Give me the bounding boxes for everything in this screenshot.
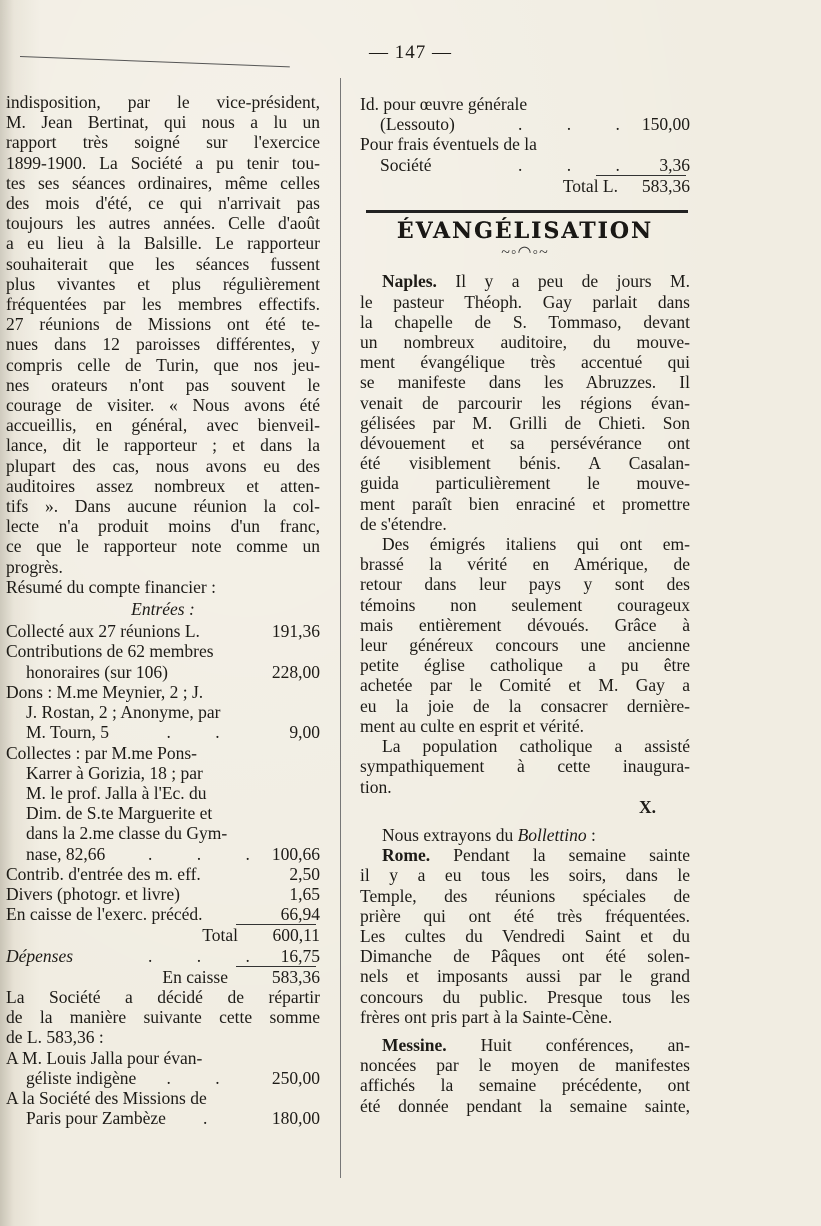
text-line: gélisées par M. Grilli de Chieti. Son: [360, 412, 690, 433]
text-line: tifs ». Dans aucune réunion la col-: [6, 496, 320, 517]
entry-value: 9,00: [289, 722, 320, 743]
entries-list: [6, 621, 320, 924]
rome-paragraph: [360, 845, 690, 1027]
text-line: rapport très soigné sur l'exercice: [6, 132, 320, 153]
text-line: Temple, des réunions spéciales de: [360, 885, 690, 906]
text-line: tion.: [360, 776, 392, 797]
place-lead: Messine.: [382, 1034, 447, 1055]
text-line: sympathiquement à cette inaugura-: [360, 756, 690, 777]
entry-text: Dim. de S.te Marguerite et: [26, 803, 213, 824]
text-line: se manifeste dans les Abruzzes. Il: [360, 372, 690, 393]
text-line: fréquentées par les membres effectifs.: [6, 294, 320, 315]
allocation-text: Pour frais éventuels de la: [360, 134, 537, 155]
text-line: été donnée pendant la semaine sainte,: [360, 1095, 690, 1116]
right-column: [360, 94, 690, 1116]
text-line: noncées par le moyen de manifestes: [360, 1055, 690, 1076]
entry-value: 228,00: [271, 661, 320, 682]
text-line: petite église catholique a pu être: [360, 655, 690, 676]
text-line: La population catholique a assisté: [382, 736, 690, 757]
text-line: courage de visiter. « Nous avons été: [6, 395, 320, 416]
entry-row: [6, 641, 320, 681]
allocation-text: A la Société des Missions de: [6, 1087, 207, 1108]
text-line: [360, 271, 690, 291]
text-line: le pasteur Théoph. Gay parlait dans: [360, 291, 690, 312]
leader-dots: . .: [166, 722, 240, 743]
text-line: affichés la semaine précédente, ont: [360, 1075, 690, 1096]
text-line: leur généreux concours une ancienne: [360, 635, 690, 656]
text-line: nues dans 12 paroisses différentes, y: [6, 334, 320, 355]
text-span: Nous extrayons du: [382, 824, 518, 845]
header-rule: [20, 56, 290, 67]
text-line: dévouement et sa persévérance ont: [360, 433, 690, 454]
leader-dots: .: [203, 1108, 228, 1129]
text-line: frères ont pris part à la Sainte-Cène.: [360, 1006, 613, 1027]
depenses-row: [6, 946, 320, 966]
en-caisse-row: [6, 967, 320, 987]
total-value: 583,36: [641, 175, 690, 196]
entry-text: En caisse de l'exerc. précéd.: [6, 904, 203, 925]
leader-dots: . . .: [148, 843, 270, 864]
left-column: [6, 92, 320, 1128]
leader-dots: . . .: [518, 114, 640, 135]
text-line: plupart des cas, nous avons eu des: [6, 455, 320, 476]
text-line: de s'étendre.: [360, 513, 447, 534]
text-line: 27 réunions de Missions ont été te-: [6, 314, 320, 335]
left-paragraph: [6, 92, 320, 577]
text-line: Des émigrés italiens qui ont em-: [382, 534, 690, 555]
en-caisse-value: 583,36: [271, 966, 320, 987]
allocation-row: [360, 134, 690, 174]
text-span: Huit conférences, an-: [480, 1034, 690, 1055]
allocation-text: (Lessouto): [380, 114, 455, 135]
ornament-icon: ~◦◠◦~: [501, 244, 549, 262]
allocation-text: géliste indigène: [26, 1067, 137, 1088]
entry-text: M. Tourn, 5: [26, 722, 110, 743]
emigres-paragraph: [360, 534, 690, 736]
text-line: venait de parcourir les régions évan-: [360, 392, 690, 413]
depenses-value: 16,75: [280, 945, 320, 966]
text-line: progrès.: [6, 556, 63, 577]
entry-text: Karrer à Gorizia, 18 ; par: [26, 762, 203, 783]
depenses-label: Dépenses: [6, 945, 74, 966]
allocation-value: 180,00: [271, 1108, 320, 1129]
entry-value: 191,36: [271, 621, 320, 642]
text-line: [360, 845, 690, 865]
text-line: brassé la vérité en Amérique, de: [360, 554, 690, 575]
allocation-value: 150,00: [641, 114, 690, 135]
allocation-text: Paris pour Zambèze: [26, 1108, 166, 1129]
source-name: Bollettino: [517, 824, 587, 845]
entry-text: nase, 82,66: [26, 843, 106, 864]
allocation-text: Société: [380, 154, 432, 175]
leader-dots: . . .: [148, 945, 270, 966]
text-line: Les cultes du Vendredi Saint et du: [360, 925, 690, 946]
text-line: ce que le rapporteur note comme un: [6, 536, 320, 557]
entry-text: Contributions de 62 membres: [6, 641, 214, 662]
text-line: toujours les autres années. Celle d'août: [6, 213, 320, 234]
text-line: tes ses séances ordinaires, même celles: [6, 172, 320, 193]
text-line: eu la joie de la consacrer dernière-: [360, 695, 690, 716]
place-lead: Naples.: [382, 271, 437, 292]
section-title: ÉVANGÉLISATION: [396, 218, 654, 245]
text-line: il y a eu tous les soirs, dans le: [360, 865, 690, 886]
allocation-row: [360, 94, 690, 134]
text-line: accueillis, en général, avec bienveil-: [6, 415, 320, 436]
text-line: lance, dit le rapporteur ; et dans la: [6, 435, 320, 456]
text-line: été visiblement bénis. A Casalan-: [360, 453, 690, 474]
text-line: a eu lieu à la Balsille. Le rapporteur: [6, 233, 320, 254]
text-line: Dimanche de Pâques ont été solen-: [360, 946, 690, 967]
text-line: souhaiterait que les séances fussent: [6, 253, 320, 274]
entry-row: [6, 682, 320, 743]
place-lead: Rome.: [382, 845, 431, 866]
text-line: des mois d'été, ce qui n'arrivait pas: [6, 193, 320, 214]
text-line: de L. 583,36 :: [6, 1027, 104, 1048]
entry-text: J. Rostan, 2 ; Anonyme, par: [26, 702, 221, 723]
text-line: achetée par le Comité et M. Gay a: [360, 675, 690, 696]
total-label: Total: [202, 925, 238, 946]
total-value: 600,11: [272, 925, 320, 946]
text-line: ment au culte en esprit et vérité.: [360, 715, 585, 736]
total-label: Total L.: [562, 175, 618, 196]
text-line: M. Jean Bertinat, qui nous a lu un: [6, 112, 320, 133]
text-span: Pendant la semaine sainte: [453, 845, 691, 866]
allocation-text: A M. Louis Jalla pour évan-: [6, 1047, 203, 1068]
text-line: nes orateurs n'ont pas souvent le: [6, 374, 320, 395]
text-line: La Société a décidé de répartir: [6, 986, 320, 1007]
column-divider: [340, 78, 341, 1178]
text-line: de la manière suivante cette somme: [6, 1007, 320, 1028]
allocation-text: Id. pour œuvre générale: [360, 94, 528, 114]
text-line: mais entièrement dévoués. Grâce à: [360, 614, 690, 635]
text-line: concours du public. Presque tous les: [360, 986, 690, 1007]
entry-value: 2,50: [289, 863, 320, 884]
messine-paragraph: [360, 1035, 690, 1116]
total-row: [6, 925, 320, 945]
allocation-value: 250,00: [271, 1067, 320, 1088]
text-line: compris celle de Turin, que nos jeu-: [6, 354, 320, 375]
entry-text: Contrib. d'entrée des m. eff.: [6, 863, 201, 884]
text-line: lecte n'a produit moins d'un franc,: [6, 516, 320, 537]
entry-text: honoraires (sur 106): [26, 661, 168, 682]
text-line: retour dans leur pays y sont des: [360, 574, 690, 595]
text-line: indisposition, par le vice-président,: [6, 92, 320, 112]
text-line: un nombreux auditoire, du mouve-: [360, 332, 690, 353]
entry-row: [6, 904, 320, 924]
leader-dots: . .: [166, 1067, 240, 1088]
text-line: ment paraît bien enraciné et promettre: [360, 493, 690, 514]
signature: X.: [638, 796, 656, 817]
text-line: la chapelle de S. Tommaso, devant: [360, 311, 690, 332]
resume-title: Résumé du compte financier :: [6, 576, 216, 597]
allocation-row: [6, 1048, 320, 1088]
page-number: — 147 —: [369, 42, 452, 63]
entry-text: Collectes : par M.me Pons-: [6, 742, 198, 763]
entry-value: 66,94: [280, 904, 320, 925]
entry-row: [6, 884, 320, 904]
text-line: nels et imposants aussi par le grand: [360, 966, 690, 987]
text-line: guida particulièrement le mouve-: [360, 473, 690, 494]
text-span: Il y a peu de jours M.: [455, 271, 690, 292]
extrait-line: [360, 825, 690, 845]
leader-dots: . . .: [518, 154, 640, 175]
text-line: [360, 1035, 690, 1055]
entry-row: [6, 743, 320, 864]
section-rule: [366, 210, 688, 213]
entrees-label: Entrées :: [131, 599, 195, 620]
text-span: :: [586, 824, 596, 845]
text-line: auditoires assez nombreux et atten-: [6, 475, 320, 496]
total-row: [360, 176, 690, 196]
entry-text: M. le prof. Jalla à l'Ec. du: [26, 782, 207, 803]
entry-text: dans la 2.me classe du Gym-: [26, 823, 228, 844]
text-line: prière qui ont été très fréquentées.: [360, 905, 690, 926]
text-line: plus vivantes et plus régulièrement: [6, 273, 320, 294]
entry-text: Dons : M.me Meynier, 2 ; J.: [6, 681, 204, 702]
text-line: témoins non seulement courageux: [360, 594, 690, 615]
entry-value: 1,65: [289, 883, 320, 904]
entry-text: Divers (photogr. et livre): [6, 883, 180, 904]
allocation-value: 3,36: [659, 154, 690, 175]
entry-row: [6, 864, 320, 884]
en-caisse-label: En caisse: [162, 966, 228, 987]
population-paragraph: [360, 736, 690, 797]
repartition-paragraph: [6, 987, 320, 1048]
allocation-row: [6, 1088, 320, 1128]
naples-paragraph: [360, 271, 690, 534]
text-line: ment évangélique très accentué qui: [360, 352, 690, 373]
entry-value: 100,66: [271, 843, 320, 864]
entry-row: [6, 621, 320, 641]
entry-text: Collecté aux 27 réunions L.: [6, 621, 200, 642]
page-header: [0, 42, 821, 64]
text-line: 1899-1900. La Société a pu tenir tou-: [6, 152, 320, 173]
